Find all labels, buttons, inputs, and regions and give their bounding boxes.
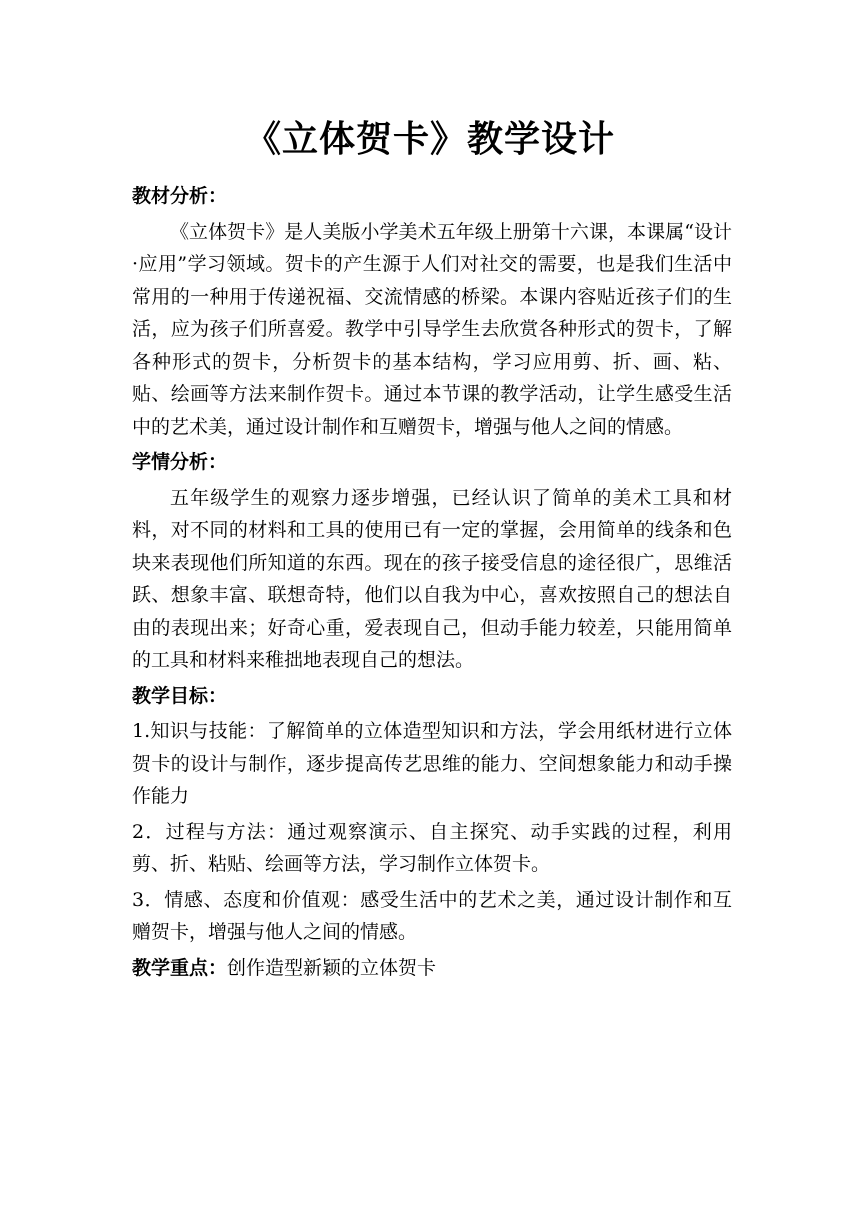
student-analysis-paragraph: 五年级学生的观察力逐步增强，已经认识了简单的美术工具和材料，对不同的材料和工具的使用已有一定的掌握，会用简单的线条和色块来表现他们所知道的东西。现在的孩子接受信息的途径很广，思维活跃、想象丰富、联想奇特，他们以自我为中心，喜欢按照自己的想法自由的表现出来；好奇心重，爱表现自己，但动手能力较差，只能用简单的工具和材料来稚拙地表现自己的想法。 (132, 486, 732, 671)
section-heading-teaching-goals: 教学目标： (132, 684, 228, 707)
document-title: 《立体贺卡》教学设计 (244, 119, 615, 160)
key-point-line (132, 952, 732, 988)
section-heading-student-analysis: 学情分析： (132, 451, 228, 473)
key-point-text: 创作造型新颖的立体贺卡 (227, 956, 437, 979)
document-body (132, 180, 732, 987)
material-analysis-paragraph: 《立体贺卡》是人美版小学美术五年级上册第十六课，本课属“设计·应用”学习领域。贺卡的产生源于人们对社交的需要，也是我们生活中常用的一种用于传递祝福、交流情感的桥梁。本课内容贴近孩子们的生活，应为孩子们所喜爱。教学中引导学生去欣赏各种形式的贺卡，了解各种形式的贺卡，分析贺卡的基本结构，学习应用剪、折、画、粘、贴、绘画等方法来制作贺卡。通过本节课的教学活动，让学生感受生活中的艺术美，通过设计制作和互赠贺卡，增强与他人之间的情感。 (132, 220, 732, 438)
goal-item-process: 2．过程与方法：通过观察演示、自主探究、动手实践的过程，利用剪、折、粘贴、绘画等方法，学习制作立体贺卡。 (132, 820, 732, 875)
goal-item-knowledge: 1.知识与技能：了解简单的立体造型知识和方法，学会用纸材进行立体贺卡的设计与制作，逐步提高传艺思维的能力、空间想象能力和动手操作能力 (132, 720, 732, 807)
section-heading-material-analysis: 教材分析： (132, 185, 228, 207)
goal-item-emotion: 3．情感、态度和价值观：感受生活中的艺术之美，通过设计制作和互赠贺卡，增强与他人之间的情感。 (132, 888, 732, 943)
key-point-label: 教学重点： (132, 956, 228, 979)
